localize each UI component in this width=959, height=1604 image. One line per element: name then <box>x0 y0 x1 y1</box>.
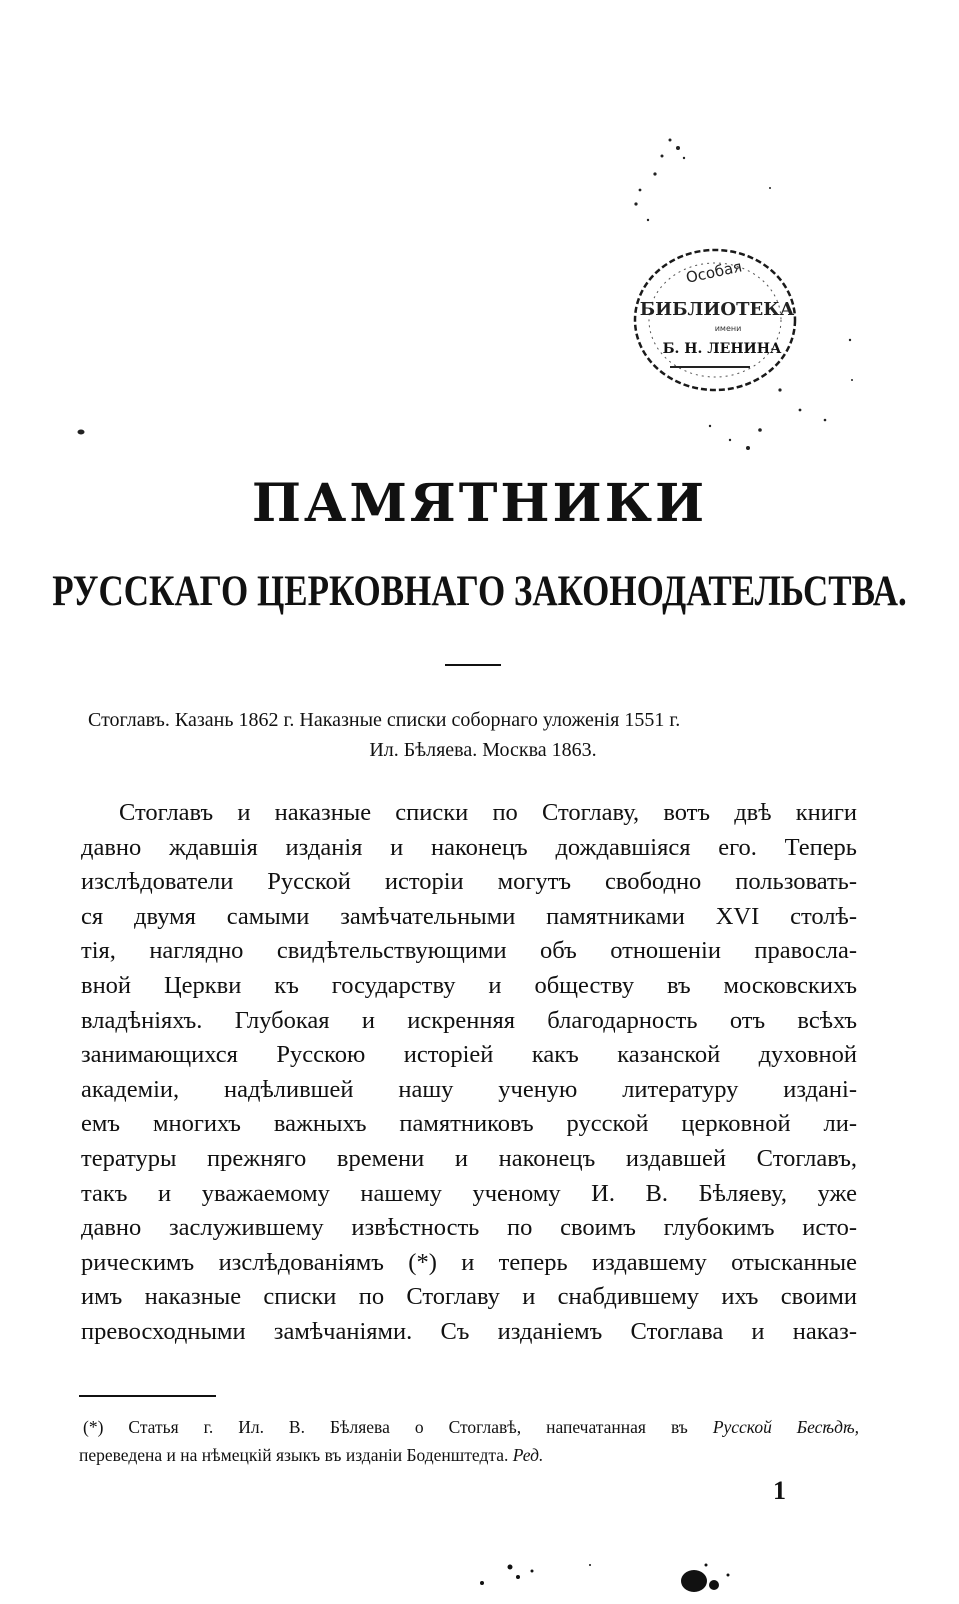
body-text <box>81 796 857 1350</box>
footnote <box>79 1413 859 1469</box>
body-line: тературы прежняго времени и наконецъ издавшей Стоглавъ, <box>81 1144 857 1172</box>
body-line: превосходными замѣчаніями. Съ изданіемъ Стоглава и наказ- <box>81 1317 857 1345</box>
footnote-rule <box>79 1395 216 1397</box>
body-line: тія, наглядно свидѣтельствующими объ отношеніи правосла- <box>81 937 857 965</box>
footnote-line <box>79 1441 859 1469</box>
body-line: владѣніяхъ. Глубокая и искренняя благодарность отъ всѣхъ <box>81 1006 857 1034</box>
body-line: давно ждавшія изданія и наконецъ дождавшіяся его. Теперь <box>81 833 857 861</box>
body-line: емъ многихъ важныхъ памятниковъ русской церковной ли- <box>81 1110 857 1138</box>
page-number: 1 <box>773 1476 786 1505</box>
page-title: ПАМЯТНИКИ <box>251 473 708 534</box>
body-line: рическимъ изслѣдованіямъ (*) и теперь издавшему отысканные <box>81 1248 857 1276</box>
body-line: имъ наказные списки по Стоглаву и снабдившему ихъ своими <box>81 1283 857 1311</box>
footnote-text: (*) Статья г. Ил. В. Бѣляева о Стоглавѣ, напечатанная въ <box>83 1417 713 1437</box>
body-line: изслѣдователи Русской исторіи могутъ свободно пользовать- <box>81 868 857 896</box>
bibliography-line: Ил. Бѣляева. Москва 1863. <box>369 739 597 761</box>
bibliography-reference <box>88 705 868 765</box>
svg-text:Б. Н. ЛЕНИНА: Б. Н. ЛЕНИНА <box>662 341 782 357</box>
page-subtitle: РУССКАГО ЦЕРКОВНАГО ЗАКОНОДАТЕЛЬСТВА. <box>52 566 907 615</box>
body-line: вной Церкви къ государству и обществу въ московскихъ <box>81 971 857 999</box>
title-divider <box>445 664 501 666</box>
footnote-italic: Ред. <box>512 1445 544 1465</box>
body-line: Стоглавъ и наказные списки по Стоглаву, вотъ двѣ книги <box>119 799 857 826</box>
ink-speck <box>77 420 85 426</box>
svg-text:Особая: Особая <box>684 257 744 287</box>
svg-text:имени: имени <box>714 324 742 333</box>
ink-specks <box>470 1545 770 1600</box>
library-stamp <box>630 245 800 395</box>
footnote-italic: Русской Бесѣдѣ, <box>712 1417 859 1437</box>
body-line: занимающихся Русскою исторіей какъ казанской духовной <box>81 1041 857 1069</box>
body-line: ся двумя самыми замѣчательными памятниками XVI столѣ- <box>81 902 857 930</box>
body-line: такъ и уважаемому нашему ученому И. В. Бѣляеву, уже <box>81 1179 857 1207</box>
body-line: давно заслужившему извѣстность по своимъ глубокимъ исто- <box>81 1214 857 1242</box>
body-line: академіи, надѣлившей нашу ученую литературу изданi- <box>81 1075 857 1103</box>
svg-text:БИБЛИОТЕКА: БИБЛИОТЕКА <box>639 299 795 320</box>
bibliography-line: Стоглавъ. Казань 1862 г. Наказные списки соборнаго уложенія 1551 г. <box>88 709 681 731</box>
footnote-text: переведена и на нѣмецкій языкъ въ изданіи Боденштедта. <box>79 1445 513 1465</box>
footnote-line <box>79 1413 859 1441</box>
